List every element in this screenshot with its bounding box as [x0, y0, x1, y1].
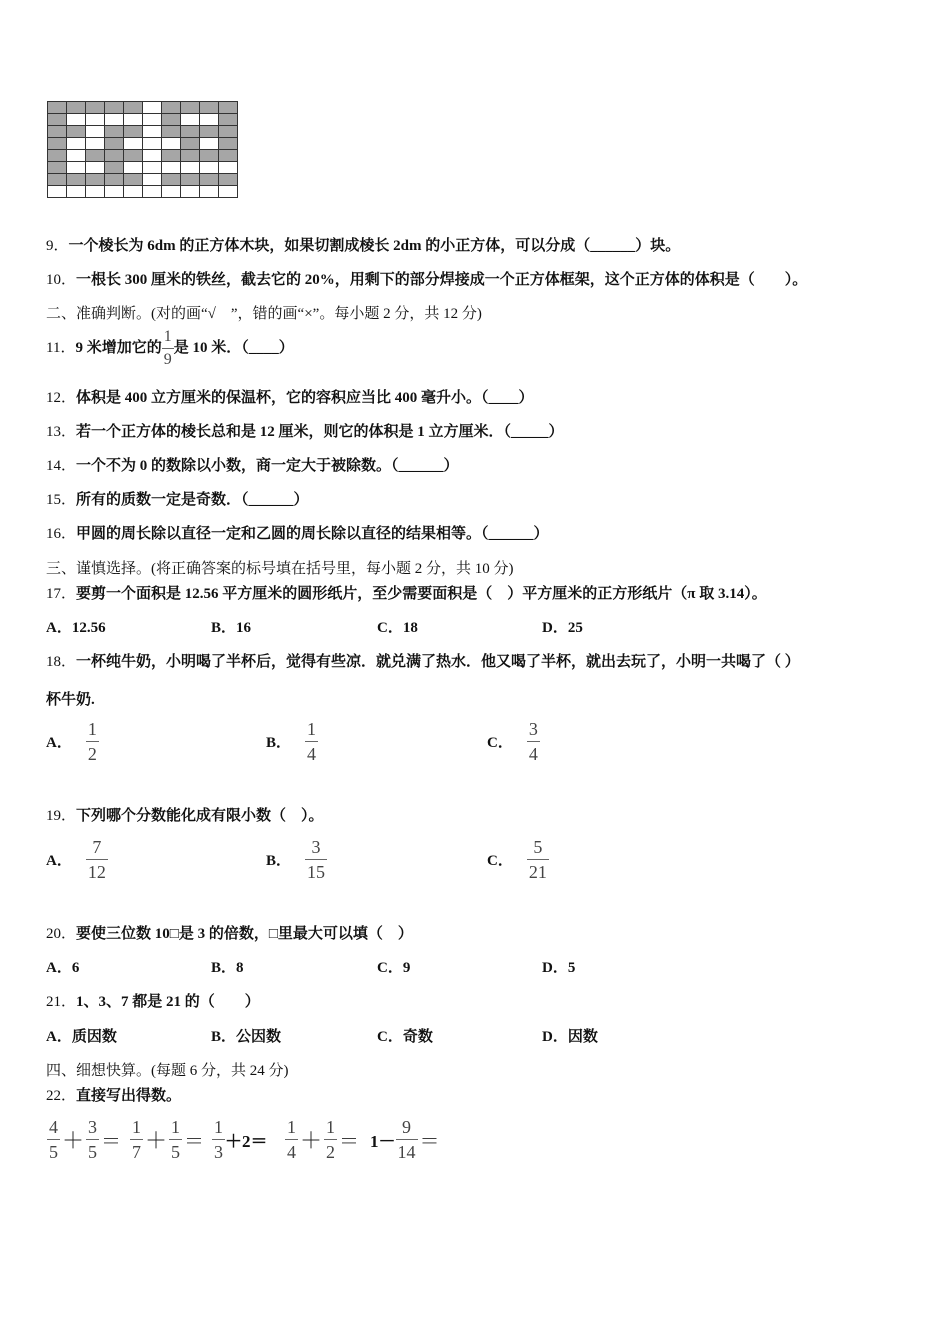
grid-cell-empty — [143, 114, 162, 126]
fraction: $\frac{3}{5}$ — [88, 1117, 98, 1162]
question-text: 要使三位数 10□是 3 的倍数，□里最大可以填（ ） — [76, 926, 413, 942]
q17-option-b: B．16 — [211, 620, 252, 636]
question-text: 1、3、7 都是 21 的（ ） — [76, 994, 260, 1010]
grid-row — [48, 102, 238, 114]
grid-cell-empty — [200, 162, 219, 174]
grid-row — [48, 114, 238, 126]
question-9 — [46, 236, 680, 256]
q18-option-b: B． $\frac{1}{4}$ — [266, 719, 317, 764]
q21-option-a: A．质因数 — [46, 1029, 117, 1045]
fraction: $\frac{1}{5}$ — [171, 1117, 181, 1162]
grid-cell-empty — [143, 150, 162, 162]
grid-cell-shaded — [219, 150, 238, 162]
question-14 — [46, 456, 459, 476]
question-text: 一根长 300 厘米的铁丝，截去它的 20%，用剩下的部分焊接成一个正方体框架，这个正方体的体积是（ ）。 — [76, 272, 808, 288]
question-17 — [46, 584, 767, 604]
grid-cell-shaded — [48, 138, 67, 150]
expression-tail: ＋2＝ — [225, 1132, 268, 1151]
q20-option-a: A．6 — [46, 960, 80, 976]
question-20 — [46, 924, 413, 944]
grid-cell-empty — [181, 186, 200, 198]
grid-cell-empty — [143, 126, 162, 138]
grid-cell-shaded — [162, 174, 181, 186]
question-15 — [46, 490, 309, 510]
grid-row — [48, 186, 238, 198]
q19-option-b: B． $\frac{3}{15}$ — [266, 837, 326, 882]
grid-row — [48, 150, 238, 162]
grid-row — [48, 138, 238, 150]
grid-cell-empty — [181, 162, 200, 174]
grid-cell-empty — [200, 138, 219, 150]
grid-cell-empty — [124, 114, 143, 126]
question-text: 下列哪个分数能化成有限小数（ ）。 — [76, 808, 324, 824]
question-number: 12． — [46, 390, 77, 406]
question-text: 甲圆的周长除以直径一定和乙圆的周长除以直径的结果相等。（______） — [76, 526, 549, 542]
grid-cell-shaded — [200, 102, 219, 114]
grid-cell-shaded — [181, 150, 200, 162]
question-22 — [46, 1086, 181, 1106]
grid-cell-shaded — [181, 126, 200, 138]
q21-option-d: D．因数 — [542, 1029, 598, 1045]
question-number: 11． — [46, 340, 76, 356]
question-text: 体积是 400 立方厘米的保温杯，它的容积应当比 400 毫升小。（____） — [76, 390, 534, 406]
grid-cell-empty — [86, 162, 105, 174]
grid-cell-shaded — [162, 126, 181, 138]
question-number: 17． — [46, 586, 77, 602]
grid-cell-empty — [181, 114, 200, 126]
fraction-one-ninth: $\frac{1}{9}$ — [163, 327, 172, 368]
grid-cell-shaded — [219, 138, 238, 150]
question-number: 9． — [46, 238, 69, 254]
question-16 — [46, 524, 549, 544]
question-number: 19． — [46, 808, 77, 824]
question-number: 18． — [46, 654, 77, 670]
grid-cell-shaded — [105, 162, 124, 174]
grid-cell-shaded — [67, 126, 86, 138]
grid-cell-shaded — [200, 174, 219, 186]
grid-cell-empty — [86, 138, 105, 150]
question-11 — [46, 327, 294, 369]
section-2-heading: 二、准确判断。(对的画“√ ”，错的画“×”。每小题 2 分，共 12 分) — [46, 306, 482, 322]
grid-cell-shaded — [48, 102, 67, 114]
question-number: 20． — [46, 926, 77, 942]
grid-cell-shaded — [48, 150, 67, 162]
grid-cell-empty — [67, 150, 86, 162]
equals-sign: ＝ — [419, 1131, 440, 1153]
grid-cell-shaded — [48, 162, 67, 174]
question-number: 16． — [46, 526, 77, 542]
q20-option-c: C．9 — [377, 960, 411, 976]
q21-option-b: B．公因数 — [211, 1029, 282, 1045]
grid-cell-empty — [124, 162, 143, 174]
q18-option-c: C． $\frac{3}{4}$ — [487, 719, 538, 764]
fraction: $\frac{1}{2}$ — [87, 719, 97, 764]
grid-cell-empty — [143, 162, 162, 174]
question-text-post: 是 10 米．（____） — [173, 340, 294, 356]
grid-cell-empty — [67, 114, 86, 126]
grid-cell-shaded — [162, 114, 181, 126]
question-text: 要剪一个面积是 12.56 平方厘米的圆形纸片，至少需要面积是（ ）平方厘米的正方形纸片（π 取 3.14）。 — [76, 586, 767, 602]
fraction: $\frac{5}{21}$ — [528, 837, 547, 882]
fraction: $\frac{3}{4}$ — [528, 719, 538, 764]
grid-cell-shaded — [86, 102, 105, 114]
grid-cell-empty — [219, 186, 238, 198]
grid-cell-shaded — [124, 174, 143, 186]
question-number: 13． — [46, 424, 77, 440]
grid-cell-shaded — [200, 150, 219, 162]
question-21 — [46, 992, 260, 1012]
grid-row — [48, 174, 238, 186]
grid-cell-empty — [143, 102, 162, 114]
grid-cell-shaded — [181, 138, 200, 150]
grid-cell-empty — [67, 162, 86, 174]
question-10 — [46, 270, 807, 290]
grid-cell-shaded — [48, 114, 67, 126]
pixel-grid-figure — [47, 101, 238, 198]
grid-cell-empty — [86, 126, 105, 138]
question-text: 若一个正方体的棱长总和是 12 厘米，则它的体积是 1 立方厘米．（_____） — [76, 424, 564, 440]
question-number: 21． — [46, 994, 77, 1010]
calc-expression-5 — [370, 1118, 440, 1161]
grid-cell-empty — [143, 186, 162, 198]
q20-option-d: D．5 — [542, 960, 576, 976]
grid-cell-shaded — [105, 150, 124, 162]
grid-cell-empty — [124, 138, 143, 150]
grid-cell-empty — [105, 186, 124, 198]
grid-cell-empty — [162, 186, 181, 198]
fraction: $\frac{1}{4}$ — [307, 719, 317, 764]
question-number: 22． — [46, 1088, 77, 1104]
question-13 — [46, 422, 564, 442]
grid-cell-shaded — [67, 174, 86, 186]
question-number: 15． — [46, 492, 77, 508]
fraction: $\frac{4}{5}$ — [49, 1117, 58, 1162]
grid-cell-shaded — [219, 174, 238, 186]
grid-cell-empty — [105, 114, 124, 126]
grid-cell-empty — [200, 186, 219, 198]
equals-sign: ＝ — [101, 1131, 122, 1153]
question-19 — [46, 806, 324, 826]
grid-cell-empty — [67, 186, 86, 198]
calc-expression-4 — [285, 1118, 359, 1161]
grid-cell-shaded — [219, 126, 238, 138]
question-text: 所有的质数一定是奇数．（______） — [76, 492, 309, 508]
grid-cell-shaded — [105, 102, 124, 114]
question-18-continued: 杯牛奶. — [46, 692, 95, 708]
grid-cell-shaded — [105, 126, 124, 138]
equals-sign: ＝ — [339, 1131, 360, 1153]
section-3-heading: 三、谨慎选择。(将正确答案的标号填在括号里，每小题 2 分，共 10 分) — [46, 561, 514, 577]
q21-option-c: C．奇数 — [377, 1029, 433, 1045]
question-text-pre: 9 米增加它的 — [75, 340, 162, 356]
question-18 — [46, 652, 800, 672]
grid-cell-shaded — [124, 126, 143, 138]
section-4-heading: 四、细想快算。(每题 6 分，共 24 分) — [46, 1063, 289, 1079]
grid-cell-empty — [162, 138, 181, 150]
calc-expression-3 — [212, 1118, 268, 1161]
fraction: $\frac{7}{12}$ — [87, 837, 106, 882]
grid-cell-empty — [143, 138, 162, 150]
q19-option-a: A． $\frac{7}{12}$ — [46, 837, 106, 882]
calc-expression-1 — [47, 1118, 121, 1161]
calc-expression-2 — [130, 1118, 204, 1161]
q19-option-c: C． $\frac{5}{21}$ — [487, 837, 547, 882]
grid-cell-empty — [143, 174, 162, 186]
grid-cell-shaded — [181, 174, 200, 186]
grid-cell-shaded — [48, 174, 67, 186]
grid-cell-empty — [86, 114, 105, 126]
question-text: 一个不为 0 的数除以小数，商一定大于被除数。（______） — [76, 458, 459, 474]
plus-sign: ＋ — [145, 1128, 168, 1153]
grid-cell-shaded — [124, 150, 143, 162]
fraction: $\frac{1}{4}$ — [287, 1117, 296, 1162]
grid-cell-shaded — [124, 102, 143, 114]
question-text: 一杯纯牛奶，小明喝了半杯后，觉得有些凉．就兑满了热水．他又喝了半杯，就出去玩了，小明一共喝了（ ） — [76, 654, 800, 670]
question-12 — [46, 388, 534, 408]
grid-cell-shaded — [200, 126, 219, 138]
fraction: $\frac{1}{2}$ — [326, 1117, 336, 1162]
equals-sign: ＝ — [184, 1131, 205, 1153]
grid-cell-shaded — [219, 114, 238, 126]
grid-cell-shaded — [105, 174, 124, 186]
grid-cell-empty — [219, 162, 238, 174]
fraction: $\frac{9}{14}$ — [397, 1117, 416, 1162]
plus-sign: ＋ — [300, 1128, 323, 1153]
fraction: $\frac{1}{7}$ — [132, 1117, 141, 1162]
q17-option-d: D．25 — [542, 620, 583, 636]
grid-cell-shaded — [105, 138, 124, 150]
q18-option-a: A． $\frac{1}{2}$ — [46, 719, 97, 764]
fraction: $\frac{3}{15}$ — [307, 837, 326, 882]
grid-cell-empty — [124, 186, 143, 198]
grid-row — [48, 162, 238, 174]
grid-cell-shaded — [86, 174, 105, 186]
question-number: 14． — [46, 458, 77, 474]
grid-row — [48, 126, 238, 138]
grid-cell-shaded — [181, 102, 200, 114]
grid-cell-shaded — [48, 126, 67, 138]
question-text: 一个棱长为 6dm 的正方体木块，如果切割成棱长 2dm 的小正方体，可以分成（______）块。 — [68, 238, 681, 254]
grid-cell-shaded — [162, 102, 181, 114]
grid-cell-shaded — [67, 102, 86, 114]
grid-cell-empty — [48, 186, 67, 198]
grid-cell-shaded — [219, 102, 238, 114]
grid-cell-shaded — [162, 150, 181, 162]
grid-cell-empty — [86, 186, 105, 198]
q17-option-c: C．18 — [377, 620, 418, 636]
grid-cell-empty — [67, 138, 86, 150]
q20-option-b: B．8 — [211, 960, 244, 976]
question-text: 直接写出得数。 — [76, 1088, 182, 1104]
plus-sign: ＋ — [62, 1128, 85, 1153]
fraction: $\frac{1}{3}$ — [214, 1117, 223, 1162]
question-number: 10． — [46, 272, 77, 288]
q17-option-a: A．12.56 — [46, 620, 106, 636]
expression-head: 1－ — [370, 1132, 396, 1151]
grid-cell-empty — [162, 162, 181, 174]
grid-cell-empty — [200, 114, 219, 126]
grid-cell-shaded — [86, 150, 105, 162]
